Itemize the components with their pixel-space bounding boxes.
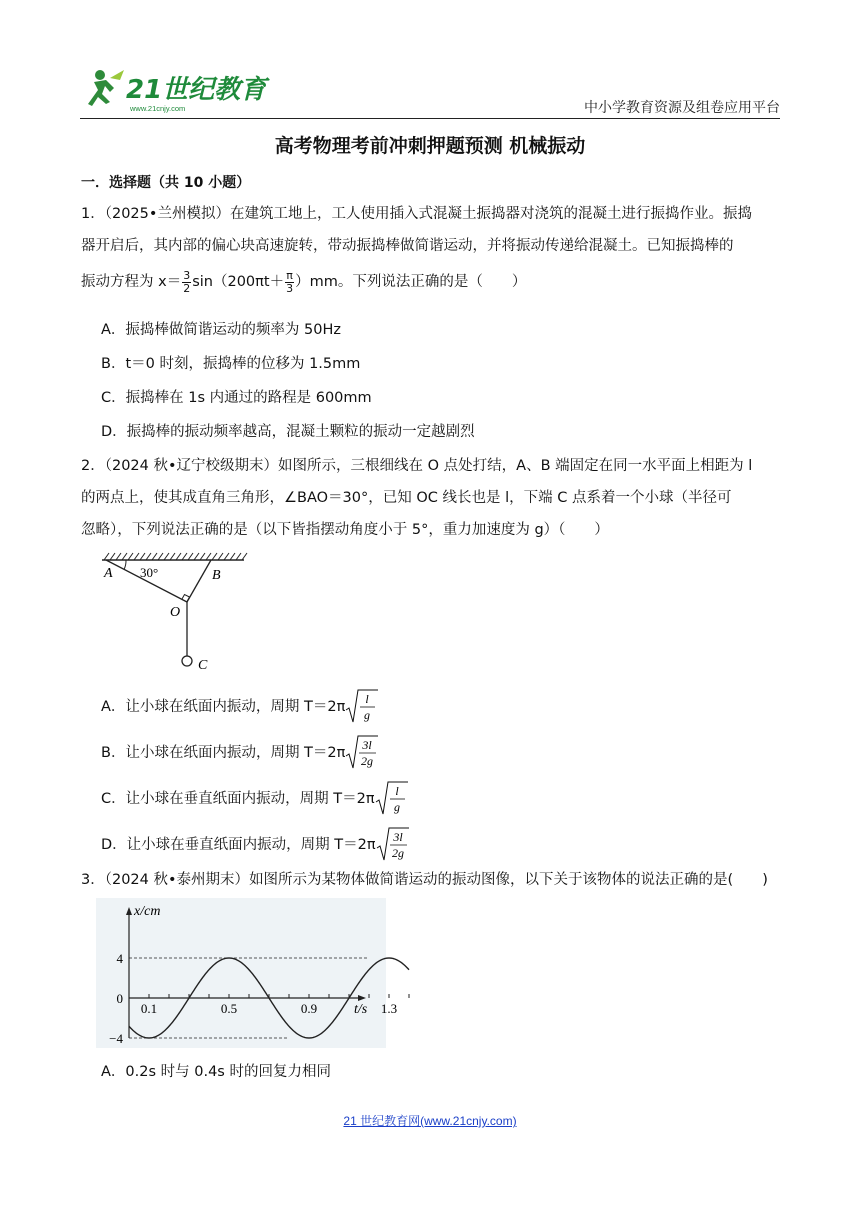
numerator: 3l: [392, 830, 403, 844]
hatch-mark: [194, 553, 199, 560]
y-axis-label: x/cm: [134, 904, 161, 919]
logo-text: 21世纪教育: [126, 75, 267, 105]
label-a: A: [104, 566, 113, 581]
hatch-mark: [104, 553, 109, 560]
option-text: D．让小球在垂直纸面内振动，周期 T＝2π: [101, 837, 376, 853]
hatch-mark: [188, 553, 193, 560]
label-c: C: [198, 658, 208, 673]
hatch-mark: [242, 553, 247, 560]
header-platform-text: 中小学教育资源及组卷应用平台: [584, 99, 780, 115]
question-3: [81, 864, 781, 896]
header-divider: [80, 118, 780, 119]
option-a: [101, 688, 379, 726]
hatch-mark: [206, 553, 211, 560]
hatch-mark: [218, 553, 223, 560]
option-c: C．振捣棒在 1s 内通过的路程是 600mm: [101, 390, 372, 406]
question-text: sin（200πt＋: [192, 274, 285, 290]
sqrt-expression: [345, 688, 379, 726]
question-2: [81, 450, 781, 546]
option-text: A．让小球在纸面内振动，周期 T＝2π: [101, 699, 346, 715]
option-a: A．振捣棒做简谐运动的频率为 50Hz: [101, 322, 341, 338]
x-tick-label: 0.9: [300, 1001, 318, 1016]
section-heading: 一．选择题（共 10 小题）: [81, 175, 251, 191]
equation-line: [81, 262, 781, 302]
hatch-mark: [122, 553, 127, 560]
x-axis-label: t/s: [354, 1002, 368, 1017]
question-number: 2．: [81, 458, 105, 474]
hatch-mark: [152, 553, 157, 560]
numerator: l: [394, 784, 399, 798]
y-tick-label: 4: [116, 951, 123, 966]
numerator: l: [365, 692, 370, 706]
angle-arc: [124, 560, 126, 570]
numerator: π: [286, 268, 293, 282]
question-text: 的两点上，使其成直角三角形，∠BAO＝30°，已知 OC 线长也是 l，下端 C 点系着一个小球（半径可: [81, 490, 732, 506]
hatch-mark: [164, 553, 169, 560]
question-text: 在建筑工地上，工人使用插入式混凝土振捣器对浇筑的混凝土进行振捣作业。振捣: [229, 206, 752, 222]
option-d: D．振捣棒的振动频率越高，混凝土颗粒的振动一定越剧烈: [101, 424, 475, 440]
label-angle: 30°: [140, 565, 159, 580]
denominator: 2: [183, 281, 191, 295]
hatch-mark: [230, 553, 235, 560]
numerator: 3l: [362, 738, 373, 752]
question-text: 如图所示为某物体做简谐运动的振动图像，以下关于该物体的说法正确的是( ): [249, 872, 768, 888]
denominator: g: [393, 800, 400, 814]
question-text: 器开启后，其内部的偏心块高速旋转，带动振捣棒做简谐运动，并将振动传递给混凝土。已知振捣棒的: [81, 238, 734, 254]
option-a: A．0.2s 时与 0.4s 时的回复力相同: [101, 1064, 331, 1080]
hatch-mark: [182, 553, 187, 560]
ball: [182, 656, 192, 666]
fraction: [285, 270, 294, 295]
ceiling: [102, 553, 247, 560]
question-number: 1．: [81, 206, 105, 222]
sqrt-expression: [376, 826, 410, 864]
option-b: B．t＝0 时刻，振捣棒的位移为 1.5mm: [101, 356, 361, 372]
vibration-graph: [96, 898, 398, 1048]
question-1: [81, 198, 781, 302]
page-header: [80, 64, 780, 120]
option-c: [101, 780, 409, 818]
question-text: ）mm。下列说法正确的是（ ）: [295, 274, 527, 290]
sqrt-expression: [375, 780, 409, 818]
x-tick-label: 0.1: [140, 1001, 158, 1016]
sqrt-expression: [345, 734, 379, 772]
fraction: [182, 270, 191, 295]
hatch-mark: [140, 553, 145, 560]
hatch-mark: [236, 553, 241, 560]
option-text: B．让小球在纸面内振动，周期 T＝2π: [101, 745, 346, 761]
question-source: （2024 秋•泰州期末）: [104, 872, 250, 888]
hatch-mark: [116, 553, 121, 560]
question-number: 3．: [81, 872, 105, 888]
x-tick-label: 0.5: [220, 1001, 238, 1016]
question-source: （2025•兰州模拟）: [104, 206, 230, 222]
denominator: 3: [286, 281, 294, 295]
question-text: 振动方程为 x＝: [81, 274, 182, 290]
question-source: （2024 秋•辽宁校级期末）: [104, 458, 279, 474]
label-b: B: [212, 568, 221, 583]
label-o: O: [170, 605, 181, 620]
logo: [80, 64, 267, 114]
y-tick-label: 0: [116, 991, 123, 1006]
denominator: 2g: [391, 846, 404, 860]
string-bo: [187, 560, 211, 602]
option-d: [101, 826, 410, 864]
numerator: 3: [183, 268, 191, 282]
option-b: [101, 734, 379, 772]
hatch-mark: [212, 553, 217, 560]
footer-link[interactable]: 21 世纪教育网(www.21cnjy.com): [343, 1114, 517, 1128]
question-text: 忽略），下列说法正确的是（以下皆指摆动角度小于 5°，重力加速度为 g）（ ）: [81, 522, 609, 538]
logo-url: www.21cnjy.com: [130, 104, 186, 113]
denominator: 2g: [361, 754, 374, 768]
hatch-mark: [110, 553, 115, 560]
page-title: 高考物理考前冲刺押题预测 机械振动: [274, 135, 586, 157]
hatch-mark: [128, 553, 133, 560]
option-text: C．让小球在垂直纸面内振动，周期 T＝2π: [101, 791, 375, 807]
pendulum-figure: [98, 552, 248, 674]
hatch-mark: [176, 553, 181, 560]
runner-icon: [88, 70, 124, 106]
denominator: g: [364, 708, 371, 722]
hatch-mark: [224, 553, 229, 560]
x-tick-label: 1.3: [380, 1001, 398, 1016]
hatch-mark: [200, 553, 205, 560]
hatch-mark: [146, 553, 151, 560]
chart-background: [96, 898, 386, 1048]
question-text: 如图所示，三根细线在 O 点处打结，A、B 端固定在同一水平面上相距为 l: [278, 458, 753, 474]
hatch-mark: [134, 553, 139, 560]
y-tick-label: −4: [109, 1031, 123, 1046]
hatch-mark: [170, 553, 175, 560]
hatch-mark: [158, 553, 163, 560]
